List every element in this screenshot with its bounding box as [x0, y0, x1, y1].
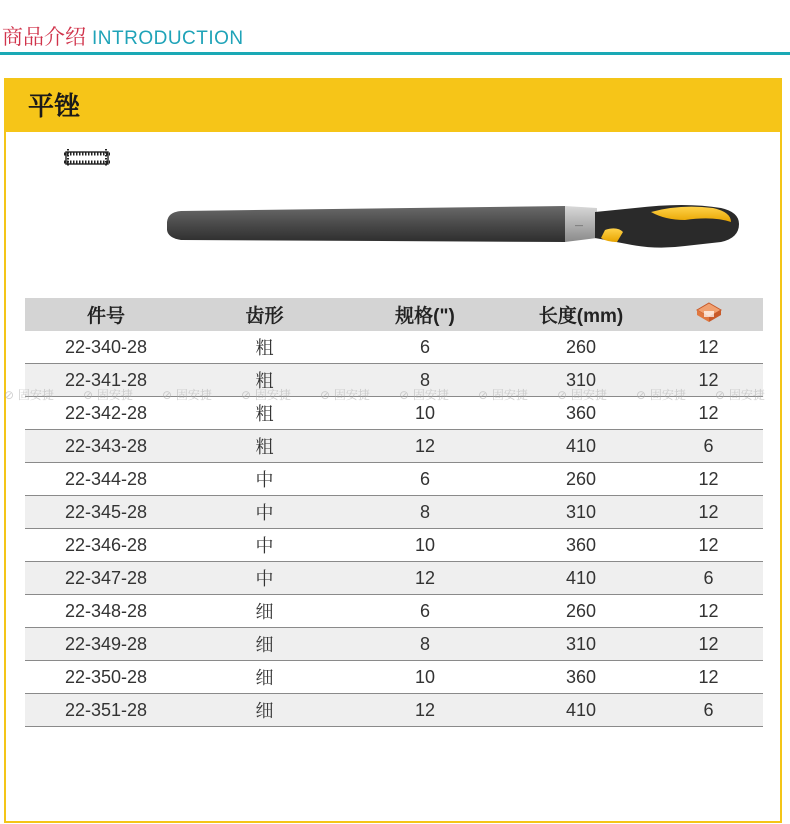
table-row — [25, 562, 763, 595]
section-header — [0, 0, 790, 56]
watermark-text: ⊘ 固安捷 — [320, 388, 370, 402]
cell-part-no: 22-341-28 — [25, 364, 187, 397]
cell-quantity: 12 — [654, 595, 763, 628]
watermark-text: ⊘ 固安捷 — [399, 388, 449, 402]
table-row — [25, 661, 763, 694]
product-title-band — [6, 80, 780, 132]
cell-size: 6 — [342, 463, 508, 496]
table-row — [25, 496, 763, 529]
cell-tooth: 细 — [187, 595, 342, 628]
cell-tooth: 粗 — [187, 397, 342, 430]
cell-size: 8 — [342, 628, 508, 661]
cell-part-no: 22-349-28 — [25, 628, 187, 661]
cell-length: 260 — [508, 595, 654, 628]
svg-text:—: — — [575, 221, 583, 230]
cell-size: 8 — [342, 496, 508, 529]
table-row — [25, 430, 763, 463]
cell-quantity: 12 — [654, 331, 763, 364]
cell-size: 12 — [342, 562, 508, 595]
cell-quantity: 12 — [654, 364, 763, 397]
cell-part-no: 22-340-28 — [25, 331, 187, 364]
cell-quantity: 12 — [654, 496, 763, 529]
cell-length: 410 — [508, 562, 654, 595]
cell-tooth: 粗 — [187, 331, 342, 364]
cell-quantity: 12 — [654, 628, 763, 661]
cell-quantity: 6 — [654, 694, 763, 727]
cell-length: 310 — [508, 364, 654, 397]
product-name: 平锉 — [28, 91, 81, 121]
cell-tooth: 细 — [187, 661, 342, 694]
watermark-text: ⊘ 固安捷 — [162, 388, 212, 402]
cell-part-no: 22-344-28 — [25, 463, 187, 496]
watermark-text: ⊘ 固安捷 — [636, 388, 686, 402]
watermark-text: ⊘ 固安捷 — [4, 388, 54, 402]
cell-part-no: 22-350-28 — [25, 661, 187, 694]
cell-part-no: 22-346-28 — [25, 529, 187, 562]
section-title-en: INTRODUCTION — [92, 28, 244, 49]
cell-quantity: 12 — [654, 529, 763, 562]
section-title — [2, 24, 244, 53]
watermark-text: ⊘ 固安捷 — [715, 388, 765, 402]
cell-tooth: 中 — [187, 529, 342, 562]
spec-table — [25, 298, 763, 727]
cell-tooth: 中 — [187, 463, 342, 496]
watermark-text: ⊘ 固安捷 — [241, 388, 291, 402]
cell-size: 10 — [342, 529, 508, 562]
cell-quantity: 6 — [654, 430, 763, 463]
table-row — [25, 364, 763, 397]
col-header-quantity — [654, 298, 763, 331]
col-header-part-no: 件号 — [25, 298, 187, 331]
watermark-text: ⊘ 固安捷 — [478, 388, 528, 402]
section-title-cn: 商品介绍 — [2, 26, 86, 49]
cell-tooth: 粗 — [187, 364, 342, 397]
cell-tooth: 中 — [187, 562, 342, 595]
cell-length: 360 — [508, 529, 654, 562]
cell-size: 6 — [342, 595, 508, 628]
table-row — [25, 397, 763, 430]
cell-size: 10 — [342, 397, 508, 430]
table-row — [25, 628, 763, 661]
cell-length: 310 — [508, 496, 654, 529]
watermark-text: ⊘ 固安捷 — [83, 388, 133, 402]
cell-part-no: 22-348-28 — [25, 595, 187, 628]
cell-size: 6 — [342, 331, 508, 364]
col-header-tooth: 齿形 — [187, 298, 342, 331]
cell-size: 12 — [342, 430, 508, 463]
cell-length: 410 — [508, 694, 654, 727]
table-row — [25, 331, 763, 364]
cell-size: 10 — [342, 661, 508, 694]
header-divider — [0, 52, 790, 55]
flat-profile-icon — [60, 146, 114, 170]
cell-quantity: 12 — [654, 661, 763, 694]
package-box-icon — [695, 301, 723, 323]
cell-length: 360 — [508, 661, 654, 694]
cell-size: 8 — [342, 364, 508, 397]
cell-tooth: 中 — [187, 496, 342, 529]
cell-length: 260 — [508, 463, 654, 496]
cell-quantity: 6 — [654, 562, 763, 595]
cell-quantity: 12 — [654, 397, 763, 430]
cell-tooth: 粗 — [187, 430, 342, 463]
cell-length: 310 — [508, 628, 654, 661]
table-row — [25, 463, 763, 496]
table-row — [25, 694, 763, 727]
cell-quantity: 12 — [654, 463, 763, 496]
cell-part-no: 22-347-28 — [25, 562, 187, 595]
cell-part-no: 22-351-28 — [25, 694, 187, 727]
watermark-text: ⊘ 固安捷 — [557, 388, 607, 402]
col-header-length: 长度(mm) — [508, 298, 654, 331]
table-header-row — [25, 298, 763, 331]
flat-file-image — [165, 198, 745, 260]
cell-tooth: 细 — [187, 628, 342, 661]
table-row — [25, 595, 763, 628]
cell-part-no: 22-342-28 — [25, 397, 187, 430]
cell-part-no: 22-343-28 — [25, 430, 187, 463]
cell-length: 360 — [508, 397, 654, 430]
cell-size: 12 — [342, 694, 508, 727]
cell-length: 260 — [508, 331, 654, 364]
table-row — [25, 529, 763, 562]
col-header-size: 规格(") — [342, 298, 508, 331]
cell-tooth: 细 — [187, 694, 342, 727]
cell-length: 410 — [508, 430, 654, 463]
cell-part-no: 22-345-28 — [25, 496, 187, 529]
